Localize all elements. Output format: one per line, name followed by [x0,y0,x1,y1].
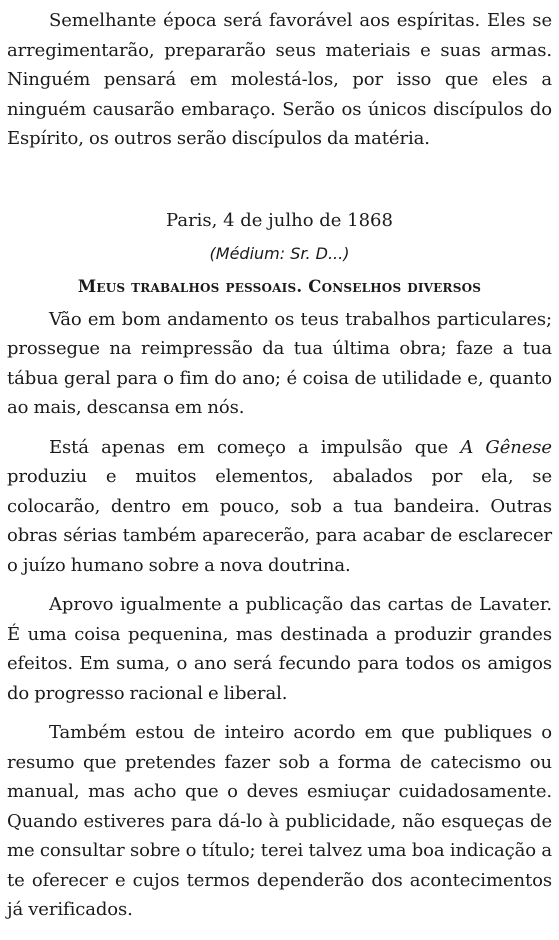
paragraph-2-text-after: produziu e muitos elementos, abalados por ela, se colocarão, dentro em pouco, sob a tua bandeira. Outras obras sérias também aparecerão, para acabar de esclarecer o juízo humano sobre a nova doutrina. [7,466,552,576]
paragraph-3: Aprovo igualmente a publicação das cartas de Lavater. É uma coisa pequenina, mas destinada a produzir grandes efeitos. Em suma, o ano será fecundo para todos os amigos do progresso racional e liberal. [7,594,552,704]
paragraph-1: Vão em bom andamento os teus trabalhos particulares; prossegue na reimpressão da tua última obra; faze a tua tábua geral para o fim do ano; é coisa de utilidade e, quanto ao mais, descansa em nós. [7,308,552,418]
section-heading: Meus trabalhos pessoais. Conselhos diversos [77,276,482,296]
book-title-a-genese: A Gênese [460,436,552,458]
dateline: Paris, 4 de julho de 1868 [166,209,393,231]
paragraph-4: Também estou de inteiro acordo em que publiques o resumo que pretendes fazer sob a forma de catecismo ou manual, mas acho que o deves esmiuçar cuidadosamente. Quando estiveres para dá-lo à publicidade, não esqueças de me consultar sobre o título; terei talvez uma boa indicação a te oferecer e cujos termos dependerão dos acontecimentos já verificados. [7,722,552,920]
paragraph-2-text-before: Está apenas em começo a impulsão que [49,436,461,458]
section-spacer [7,154,552,206]
medium-attribution: (Médium: Sr. D...) [209,243,350,263]
document-page [7,6,552,925]
opening-paragraph: Semelhante época será favorável aos espíritas. Eles se arregimentarão, prepararão seus materiais e suas armas. Ninguém pensará em molestá-los, por isso que eles a ninguém causarão embaraço. Serão os únicos discípulos do Espírito, os outros serão discípulos da matéria. [7,10,552,149]
paragraph-2 [7,433,552,581]
